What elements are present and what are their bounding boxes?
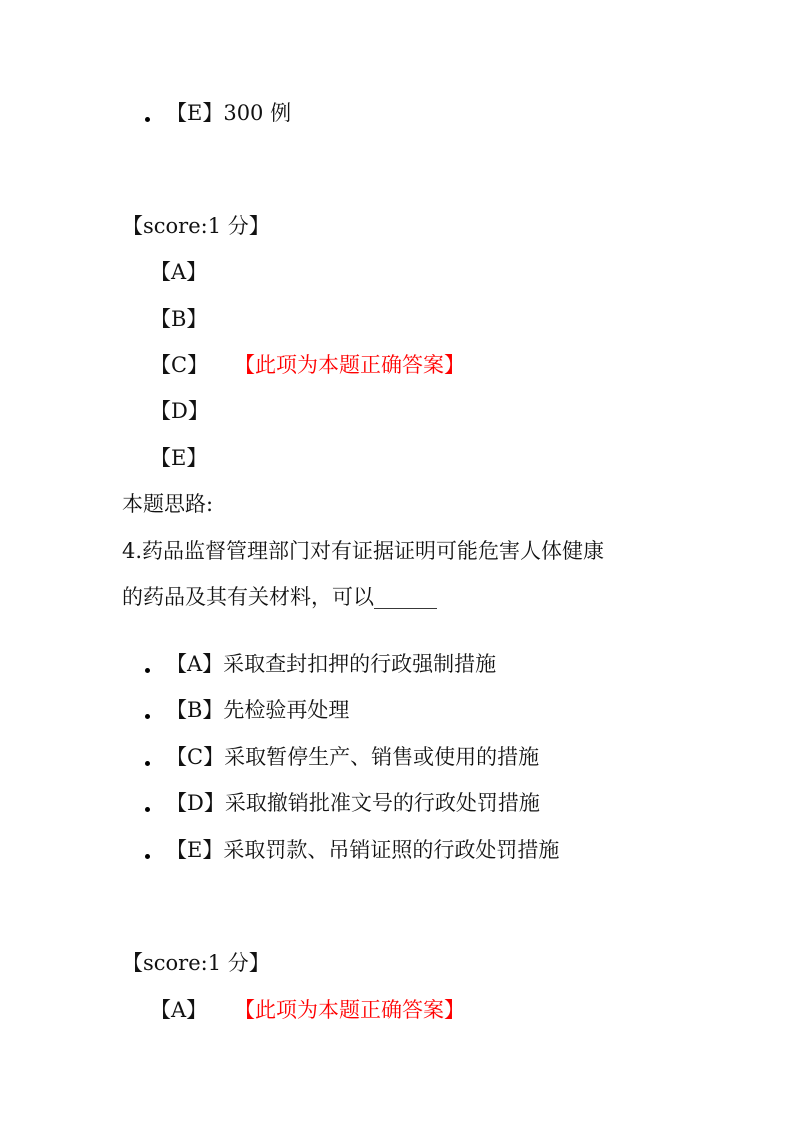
question-text-line2: 的药品及其有关材料，可以______ — [122, 585, 437, 609]
correct-answer-mark: 【此项为本题正确答案】 — [234, 353, 465, 377]
answer-a: 【A】 — [150, 998, 208, 1022]
question-text-line1: 4.药品监督管理部门对有证据证明可能危害人体健康 — [122, 539, 605, 563]
score-label: 【score:1 分】 — [122, 214, 270, 238]
answer-a: 【A】 — [150, 260, 208, 284]
option-c: 【C】采取暂停生产、销售或使用的措施 — [166, 745, 540, 769]
thinking-label: 本题思路: — [122, 492, 214, 516]
bullet — [145, 714, 150, 719]
bullet — [145, 668, 150, 673]
option-b: 【B】先检验再处理 — [166, 698, 350, 722]
score-label: 【score:1 分】 — [122, 951, 270, 975]
option-a: 【A】采取查封扣押的行政强制措施 — [166, 652, 497, 676]
option-e-300: 【E】300 例 — [166, 101, 292, 125]
bullet — [145, 117, 150, 122]
bullet — [145, 807, 150, 812]
answer-e: 【E】 — [150, 446, 208, 470]
correct-answer-mark: 【此项为本题正确答案】 — [234, 998, 465, 1022]
answer-b: 【B】 — [150, 307, 208, 331]
answer-d: 【D】 — [150, 399, 209, 423]
bullet — [145, 854, 150, 859]
option-d: 【D】采取撤销批准文号的行政处罚措施 — [166, 791, 540, 815]
bullet — [145, 761, 150, 766]
answer-c: 【C】 — [150, 353, 209, 377]
option-e: 【E】采取罚款、吊销证照的行政处罚措施 — [166, 838, 560, 862]
